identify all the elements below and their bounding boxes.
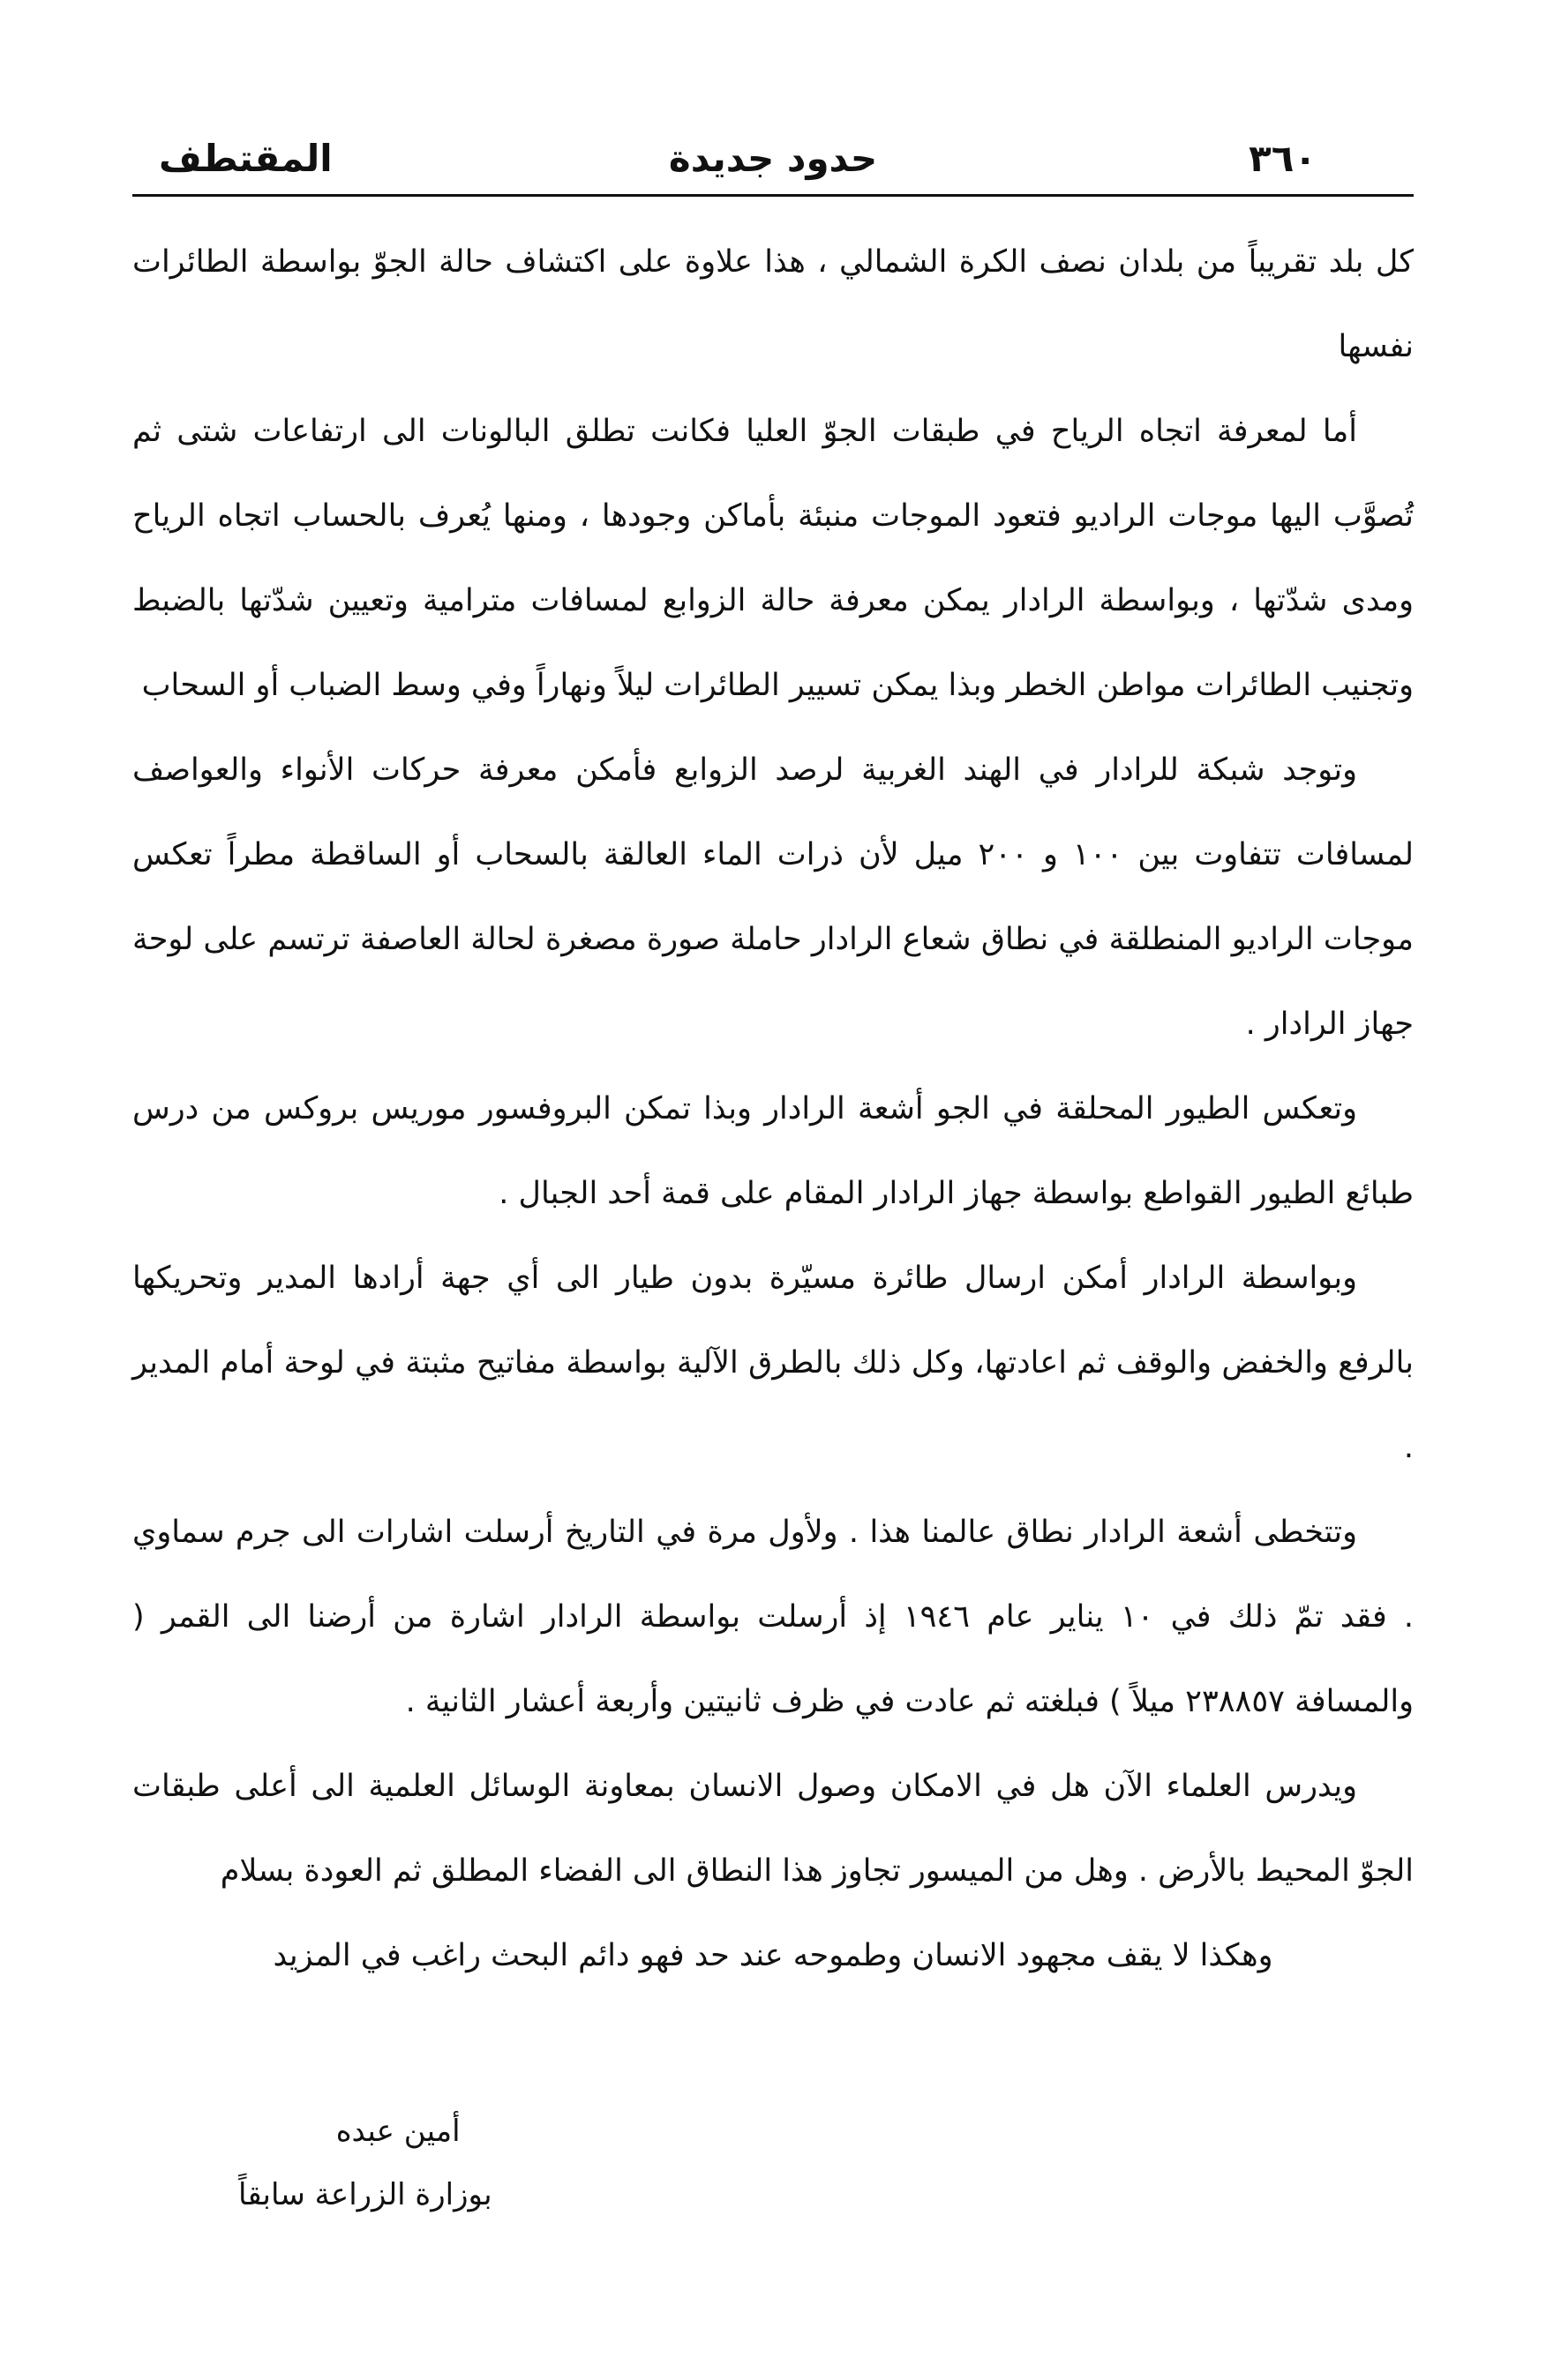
paragraph-7: ويدرس العلماء الآن هل في الامكان وصول الانسان بمعاونة الوسائل العلمية الى أعلى طبقات الجوّ المحيط بالأرض . وهل من الميسور تجاوز هذا النطاق الى الفضاء المطلق ثم العودة بسلام [132, 1769, 1414, 1889]
author-affiliation: بوزارة الزراعة سابقاً [238, 2177, 492, 2212]
paragraph-5: وبواسطة الرادار أمكن ارسال طائرة مسيّرة بدون طيار الى أي جهة أرادها المدير وتحريكها بالرفع والخفض والوقف ثم اعادتها، وكل ذلك بالطرق الآلية بواسطة مفاتيح مثبتة في لوحة أمام المدير . [132, 1261, 1414, 1465]
paragraph-4: وتعكس الطيور المحلقة في الجو أشعة الرادار وبذا تمكن البروفسور موريس بروكس من درس طبائع الطيور القواطع بواسطة جهاز الرادار المقام على قمة أحد الجبال . [132, 1091, 1414, 1211]
paragraph-2: أما لمعرفة اتجاه الرياح في طبقات الجوّ العليا فكانت تطلق البالونات الى ارتفاعات شتى ثم تُصوَّب اليها موجات الراديو فتعود الموجات منبئة بأماكن وجودها ، ومنها يُعرف بالحساب اتجاه الرياح ومدى شدّتها ، وبواسطة الرادار يمكن معرفة حالة الزوابع لمسافات مترامية وتعيين شدّتها بالضبط وتجنيب الطائرات مواطن الخطر وبذا يمكن تسيير الطائرات ليلاً ونهاراً وفي وسط الضباب أو السحاب [132, 414, 1414, 703]
journal-name: المقتطف [159, 137, 333, 180]
article-body [132, 220, 1414, 1913]
running-header [132, 132, 1414, 197]
page-number: ٣٦٠ [1249, 137, 1317, 180]
closing-line: وهكذا لا يقف مجهود الانسان وطموحه عند حد فهو دائم البحث راغب في المزيد [273, 1938, 1273, 1973]
article-title: حدود جديدة [668, 137, 878, 180]
author-signature [238, 2099, 492, 2227]
paragraph-6: وتتخطى أشعة الرادار نطاق عالمنا هذا . ولأول مرة في التاريخ أرسلت اشارات الى جرم سماوي . فقد تمّ ذلك في ١٠ يناير عام ١٩٤٦ إذ أرسلت بواسطة الرادار اشارة من أرضنا الى القمر ( والمسافة ٢٣٨٨٥٧ ميلاً ) فبلغته ثم عادت في ظرف ثانيتين وأربعة أعشار الثانية . [132, 1515, 1414, 1719]
paragraph-3: وتوجد شبكة للرادار في الهند الغربية لرصد الزوابع فأمكن معرفة حركات الأنواء والعواصف لمسافات تتفاوت بين ١٠٠ و ٢٠٠ ميل لأن ذرات الماء العالقة بالسحاب أو الساقطة مطراً تعكس موجات الراديو المنطلقة في نطاق شعاع الرادار حاملة صورة مصغرة لحالة العاصفة ترتسم على لوحة جهاز الرادار . [132, 752, 1415, 1042]
paragraph-1: كل بلد تقريباً من بلدان نصف الكرة الشمالي ، هذا علاوة على اكتشاف حالة الجوّ بواسطة الطائرات نفسها [132, 244, 1414, 364]
author-name: أمين عبده [335, 2114, 461, 2149]
